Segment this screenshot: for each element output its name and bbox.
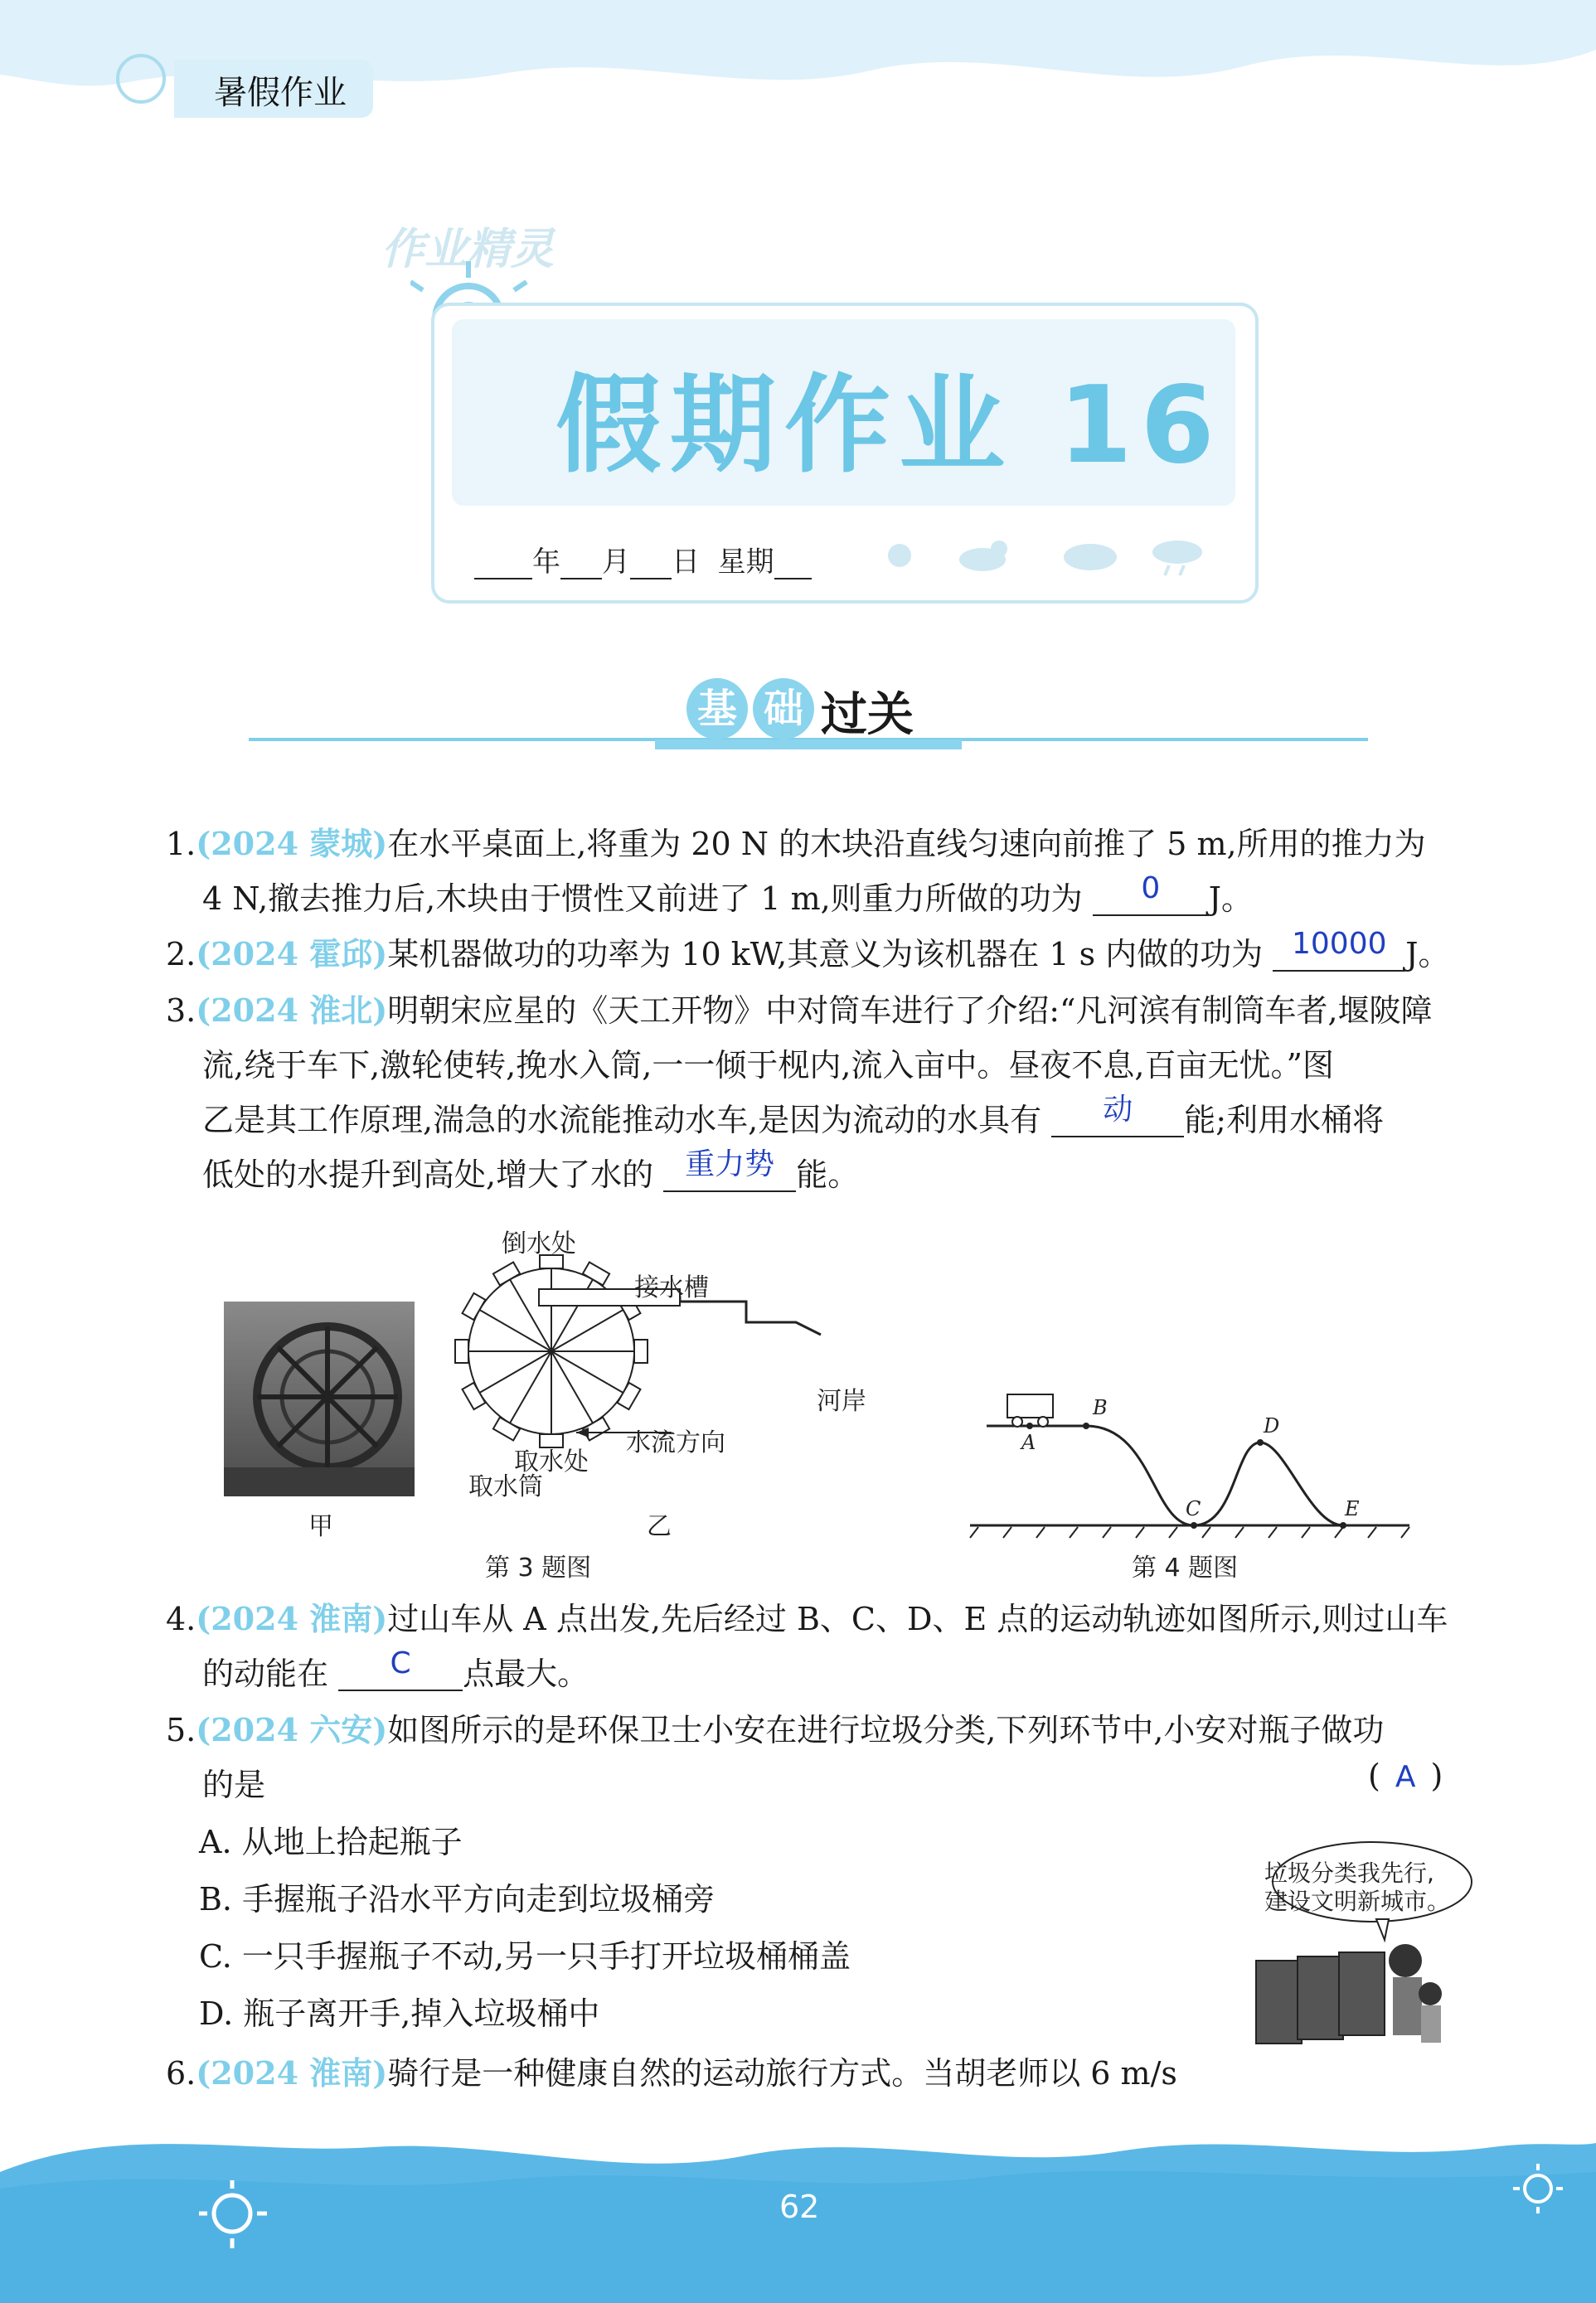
- rainy-icon: [1152, 541, 1202, 575]
- section-bubble-2: 础: [753, 678, 814, 739]
- section-title: 过关: [821, 688, 914, 742]
- point-B: B: [1093, 1396, 1108, 1419]
- question-1: 1.(2024 蒙城)在水平桌面上,将重为 20 N 的木块沿直线匀速向前推了 5 m,所用的推力为 4 N,撤去推力后,木块由于惯性又前进了 1 m,则重力所做的功为 0 J。: [166, 825, 1426, 917]
- bucket-icon: [634, 1340, 648, 1363]
- roller-coaster-diagram: [962, 1376, 1418, 1542]
- point-C: C: [1186, 1497, 1201, 1520]
- figure-label-jia: 甲: [308, 1512, 333, 1541]
- option-d[interactable]: D. 瓶子离开手,掉入垃圾桶中: [199, 1995, 600, 2032]
- answer-blank[interactable]: [338, 1646, 463, 1691]
- answer-blank[interactable]: [1093, 871, 1209, 916]
- answer-text: A: [1395, 1760, 1416, 1794]
- answer-text: 0: [1141, 871, 1161, 905]
- answer-text: 重力势: [685, 1147, 775, 1181]
- option-c[interactable]: C. 一只手握瓶子不动,另一只手打开垃圾桶桶盖: [199, 1938, 851, 1975]
- weather-icons: [871, 531, 1219, 580]
- date-line: 年 月 日 星期: [474, 539, 812, 579]
- question-3: 3.(2024 淮北)明朝宋应星的《天工开物》中对筒车进行了介绍:“凡河滨有制筒车者,堰陂障 流,绕于车下,激轮使转,挽水入筒,一一倾于枧内,流入亩中。昼夜不息,百亩无忧。”图 乙是其工作原理,湍急的水流能推动水车,是因为流动的水具有 动 能;利用水桶将 低处的水提升到高处,增大了水的 重力势 能。: [166, 992, 1433, 1193]
- speech-line-1: 垃圾分类我先行,: [1264, 1859, 1434, 1887]
- sunny-icon: [888, 544, 911, 567]
- answer-text: 动: [1103, 1093, 1133, 1127]
- answer-text: 10000: [1292, 927, 1387, 961]
- section-bubble-1: 基: [686, 678, 748, 739]
- bucket-icon: [455, 1340, 468, 1363]
- label-take: 取水处: [514, 1447, 589, 1476]
- answer-text: C: [390, 1646, 411, 1680]
- bucket-icon: [463, 1293, 486, 1320]
- option-b[interactable]: B. 手握瓶子沿水平方向走到垃圾桶旁: [199, 1881, 716, 1918]
- question-5: 5.(2024 六安)如图所示的是环保卫士小安在进行垃圾分类,下列环节中,小安对瓶子做功 的是: [166, 1711, 1385, 1803]
- header-label: 暑假作业: [214, 74, 347, 112]
- answer-blank[interactable]: [663, 1147, 796, 1192]
- bucket-icon: [463, 1383, 486, 1409]
- brand-logo: 作业精灵: [381, 225, 555, 274]
- label-trough: 接水槽: [634, 1273, 709, 1302]
- label-bank: 河岸: [817, 1387, 866, 1416]
- bucket-icon: [583, 1263, 609, 1286]
- figure-3-caption: 第 3 题图: [485, 1554, 592, 1583]
- page-number: 62: [779, 2189, 820, 2225]
- choice-answer[interactable]: ( A ): [1368, 1758, 1443, 1794]
- point-A: A: [1021, 1431, 1036, 1454]
- section-bar: [655, 739, 962, 749]
- cart-icon: [1007, 1394, 1053, 1427]
- label-pour: 倒水处: [502, 1229, 576, 1258]
- bucket-icon: [493, 1263, 520, 1286]
- bucket-icon: [618, 1383, 641, 1409]
- figure-label-yi: 乙: [647, 1512, 672, 1541]
- label-flow: 水流方向: [626, 1428, 725, 1457]
- bucket-icon: [493, 1418, 520, 1441]
- partly-cloudy-icon: [959, 541, 1007, 571]
- question-2: 2.(2024 霍邱)某机器做功的功率为 10 kW,其意义为该机器在 1 s 内做的功为 10000 J。: [166, 927, 1450, 972]
- answer-blank[interactable]: [1051, 1093, 1184, 1137]
- question-4: 4.(2024 淮南)过山车从 A 点出发,先后经过 B、C、D、E 点的运动轨迹如图所示,则过山车 的动能在 C 点最大。: [166, 1600, 1448, 1692]
- page-title: 假期作业 16: [555, 364, 1223, 487]
- figure-4-caption: 第 4 题图: [1132, 1554, 1239, 1583]
- point-E: E: [1345, 1497, 1360, 1520]
- question-6: 6.(2024 淮南)骑行是一种健康自然的运动旅行方式。当胡老师以 6 m/s: [166, 2054, 1177, 2092]
- option-a[interactable]: A. 从地上拾起瓶子: [199, 1824, 463, 1860]
- label-bucket: 取水筒: [468, 1472, 543, 1501]
- cloudy-icon: [1064, 544, 1117, 570]
- answer-blank[interactable]: [1273, 927, 1405, 972]
- point-D: D: [1264, 1414, 1280, 1438]
- waterwheel-photo: [224, 1302, 415, 1496]
- speech-line-2: 建设文明新城市。: [1264, 1888, 1451, 1915]
